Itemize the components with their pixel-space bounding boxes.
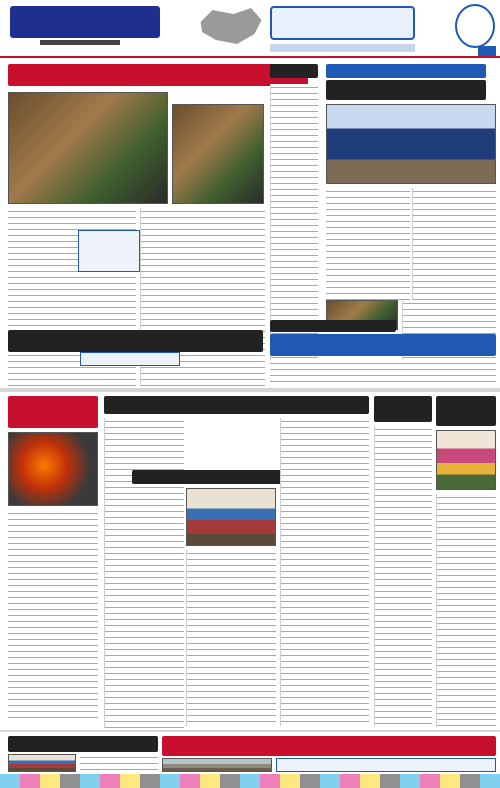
article-body [80,754,158,772]
headline-crematorium [436,396,496,426]
headline-cricket [104,396,369,414]
article-body [104,418,184,728]
photo-protest [436,430,496,490]
headline-column [374,396,432,422]
headline-small [270,64,318,78]
article-body [412,188,496,300]
article-callout [78,230,140,272]
headline-election [8,330,263,352]
row-divider [0,730,500,732]
article-body [8,510,98,720]
article-body [186,550,276,726]
headline-bottom-left [8,736,158,752]
article-callout [276,758,496,772]
photo-sculpture [8,92,168,204]
photo-meeting [186,488,276,546]
photo-clay-models [172,104,264,204]
article-body [270,360,496,386]
anniversary-emblem [455,4,495,48]
headline-sports [326,80,486,100]
article-body [374,426,432,726]
photo-bottom-left [8,754,76,772]
article-body [280,418,369,726]
row-divider [0,388,500,392]
headline-road [162,736,496,756]
sports-kicker [326,64,486,78]
headline-top-left [8,64,308,86]
article-body [326,188,410,300]
photo-road [162,758,272,772]
print-registration-strip [0,774,500,788]
photo-fire [8,432,98,506]
kicker [270,320,396,332]
article-body [436,494,496,726]
page-number-tag [478,46,496,56]
headline-exam [270,334,496,356]
logo-subtitle [40,40,120,45]
photo-medal-winners [326,104,496,184]
newspaper-logo [10,6,160,38]
date-line [270,44,415,52]
section-banner [270,6,415,40]
headline-fire [8,396,98,428]
article-callout [80,352,180,366]
